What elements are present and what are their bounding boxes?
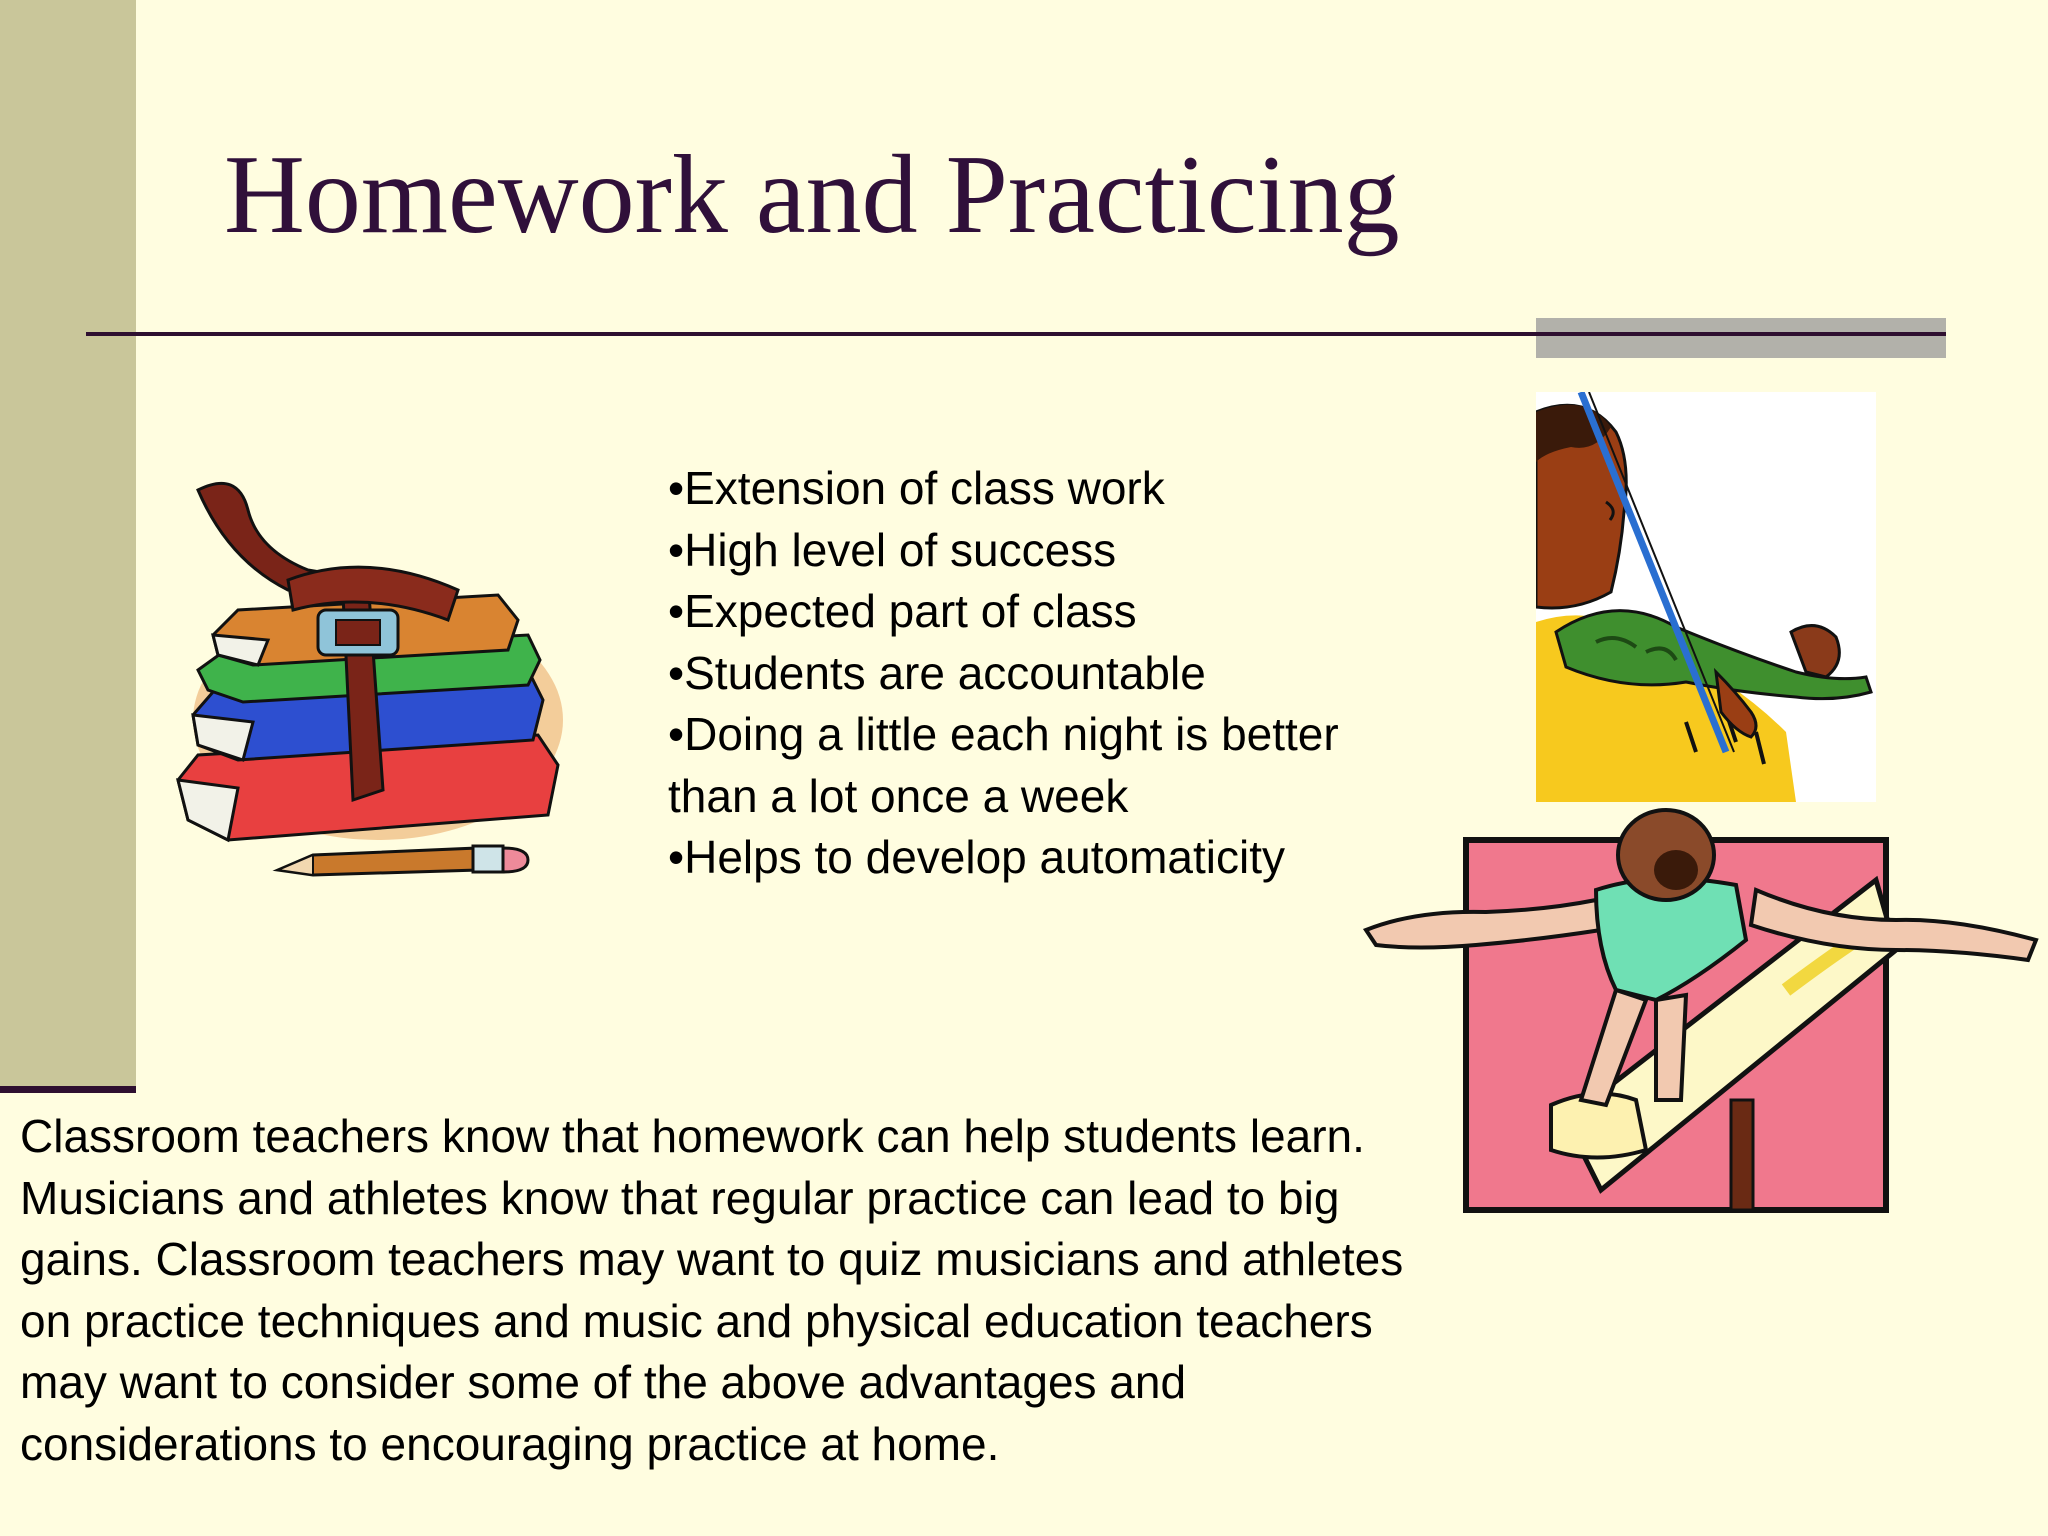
side-bar-divider xyxy=(0,1086,136,1093)
violin-clipart-icon xyxy=(1536,392,1876,802)
bullet-item: •Extension of class work xyxy=(668,462,1165,514)
bullet-item: •Helps to develop automaticity xyxy=(668,831,1285,883)
title-rule-accent xyxy=(1536,318,1946,358)
bullet-list xyxy=(668,458,1388,889)
slide-title: Homework and Practicing xyxy=(224,133,1400,257)
title-rule-accent-line xyxy=(1536,332,1946,336)
bullet-item: •Students are accountable xyxy=(668,646,1206,699)
side-bar xyxy=(0,0,136,1090)
bullet-item: •Expected part of class xyxy=(668,585,1137,637)
body-paragraph: Classroom teachers know that homework can help students learn. Musicians and athletes know that regular practice can lead to big gains. Classroom teachers may want to quiz musicians and athletes on practice techniques and music and physical education teachers may want to consider some of the above advantages and considerations to encouraging practice at home. xyxy=(20,1110,1404,1470)
bullet-item: •High level of success xyxy=(668,523,1117,576)
books-clipart-icon xyxy=(168,470,568,890)
bullet-item: •Doing a little each night is better than a lot once a week xyxy=(668,708,1339,822)
